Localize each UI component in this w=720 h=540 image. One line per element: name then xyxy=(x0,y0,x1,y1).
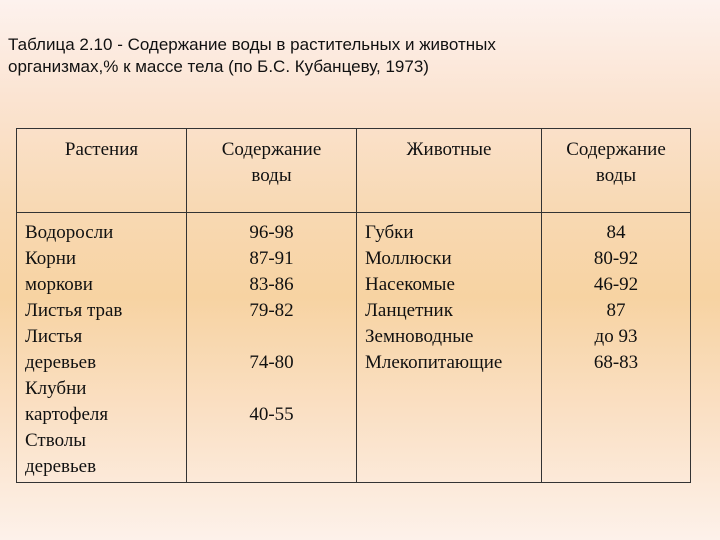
animal-water-value: 80-92 xyxy=(593,248,639,269)
plant-line: Корни xyxy=(25,248,77,269)
header-animal-water: Содержание воды xyxy=(542,129,691,213)
animal-line: Млекопитающие xyxy=(365,352,503,373)
animal-line: Губки xyxy=(365,222,414,243)
plant-water-value: 83-86 xyxy=(249,274,294,295)
plant-water-value: 40-55 xyxy=(249,404,294,425)
animal-line: Моллюски xyxy=(365,248,452,269)
animal-line: Насекомые xyxy=(365,274,455,295)
animal-line: Земноводные xyxy=(365,326,474,347)
plants-cell xyxy=(17,213,187,483)
plant-line: Водоросли xyxy=(25,222,114,243)
animal-water-value: 84 xyxy=(606,222,626,243)
plant-line: Листья xyxy=(25,326,83,347)
animal-water-value: 46-92 xyxy=(593,274,639,295)
header-plants: Растения xyxy=(17,129,187,213)
water-content-table xyxy=(16,128,691,483)
plant-line: моркови xyxy=(25,274,93,295)
plant-line: Листья трав xyxy=(25,300,123,321)
plant-water-value: 79-82 xyxy=(249,300,294,321)
plant-water-value: 96-98 xyxy=(249,222,294,243)
table-header-row xyxy=(17,129,691,213)
animals-cell xyxy=(357,213,542,483)
animal-water-value: 87 xyxy=(606,300,626,321)
plant-line: Стволы xyxy=(25,430,87,451)
spacer xyxy=(187,324,356,350)
caption-line-1: Таблица 2.10 - Содержание воды в растительных и животных xyxy=(8,35,496,54)
plant-water-value: 74-80 xyxy=(249,352,294,373)
animal-water-cell xyxy=(542,213,691,483)
plant-water-value: 87-91 xyxy=(249,248,294,269)
plant-line: картофеля xyxy=(25,404,109,425)
table-caption xyxy=(8,34,708,78)
header-plant-water: Содержание воды xyxy=(187,129,357,213)
animal-water-value: до 93 xyxy=(594,326,638,347)
plant-line: деревьев xyxy=(25,352,97,373)
plant-line: деревьев xyxy=(25,456,97,477)
spacer xyxy=(187,376,356,402)
plant-line: Клубни xyxy=(25,378,87,399)
table-body-row xyxy=(17,213,691,483)
header-animals: Животные xyxy=(357,129,542,213)
animal-water-value: 68-83 xyxy=(593,352,639,373)
caption-line-2: организмах,% к массе тела (по Б.С. Кубанцеву, 1973) xyxy=(8,57,429,76)
plant-water-cell xyxy=(187,213,357,483)
animal-line: Ланцетник xyxy=(365,300,453,321)
